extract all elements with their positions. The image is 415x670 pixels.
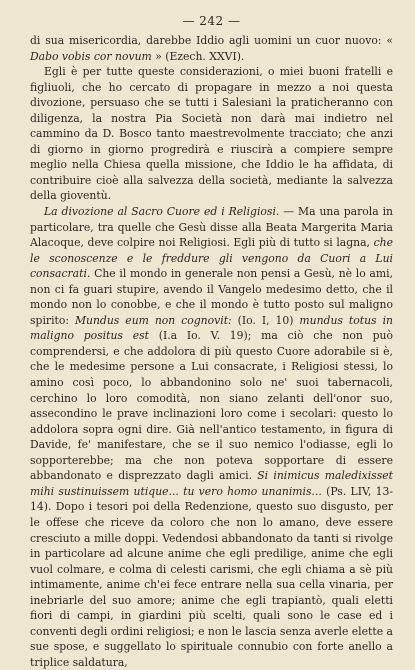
italic-text: Si inimicus maledixisset mihi sustinuissem utique... tu vero homo unanimis... xyxy=(30,469,393,498)
italic-text: Mundus eum non cognovit: xyxy=(74,313,232,327)
text-run: Che il mondo in generale non pensi a Gesù, nè lo ami, non ci fa guari stupire, avendo il Vangelo medesimo detto, che il mondo non lo conobbe, e che il mondo è tutto posto sul maligno spirito: xyxy=(30,267,393,327)
italic-text: mundus totus in maligno positus est xyxy=(30,313,393,343)
text-run: — Ma una parola in particolare, tra quelle che Gesù disse alla Beata Margerita Maria Alacoque, deve colpire noi Religiosi. Egli più di tutto si lagna, xyxy=(30,205,394,250)
page-number: — 242 — xyxy=(182,14,241,28)
text-run: (Io. I, 10) xyxy=(231,313,300,327)
text-run: Egli è per tutte queste considerazioni, o miei buoni fratelli e figliuoli, che ho cercato di propagare in mezzo a noi questa divozione, persuaso che se tutti i Salesiani la praticheranno con diligenza, la nostra Pia Società non darà mai indietro nel cammino da D. Bosco tanto maestrevolmente tracciato; che anzi di giorno in giorno progredirà e riuscirà a compiere sempre meglio nella Chiesa quella missione, che Iddio le ha affidata, di contribuire cioè alla salvezza della società, mediante la salvezza della gioventù. xyxy=(30,65,393,203)
paragraph xyxy=(30,33,393,64)
paragraph xyxy=(30,64,393,204)
paragraph xyxy=(30,204,393,670)
text-run: (I.a Io. V. 19); ma ciò che non può comprendersi, e che addolora di più questo Cuore adorabile si è, che le medesime persone a Lui consacrate, i Religiosi stessi, lo amino così poco, lo abbandonino solo ne' suoi tabernacoli, cerchino lo loro comodità, non siano zelanti dell'onor suo, assecondino le prave inclinazioni loro come i secolari: questo lo addolora sopra ogni dire. Già nell'antico testamento, in figura di Davide, fe' manifestare, che se il suo nemico l'odiasse, egli lo sopporterebbe; ma che non poteva sopportare di essere abbandonato e disprezzato dagli amici. xyxy=(30,329,393,483)
text-run: di sua misericordia, darebbe Iddio agli uomini un cuor nuovo: « xyxy=(30,34,393,47)
italic-text: La divozione al Sacro Cuore ed i Religiosi. xyxy=(44,205,280,219)
italic-text: che le sconoscenze e le freddure gli vengono da Cuori a Lui consacrati. xyxy=(30,236,393,281)
text-run: » (Ezech. XXVI). xyxy=(151,49,245,63)
text-run: (Ps. LIV, 13-14). Dopo i tesori poi della Redenzione, questo suo disgusto, per le offese che riceve da coloro che non lo amano, deve essere cresciuto a mille doppi. Vedendosi abbandonato da tanti si rivolge in particolare ad alcune anime che egli predilige, anime che egli vuol colmare, e colma di celesti carismi, che egli chiama a sè più intimamente, anime ch'ei fece entrare nella sua cella vinaria, per inebriarle del suo amore; anime che egli trapiantò, quali eletti fiori di campi, in giardini più scelti, quali sono le case ed i conventi degli ordini religiosi; e non le lascia senza averle elette a sue spose, e suggellato lo spirituale connubio con forte anello a triplice saldatura, xyxy=(30,484,393,669)
italic-text: Dabo vobis cor novum xyxy=(30,49,152,63)
body-text xyxy=(30,33,393,670)
